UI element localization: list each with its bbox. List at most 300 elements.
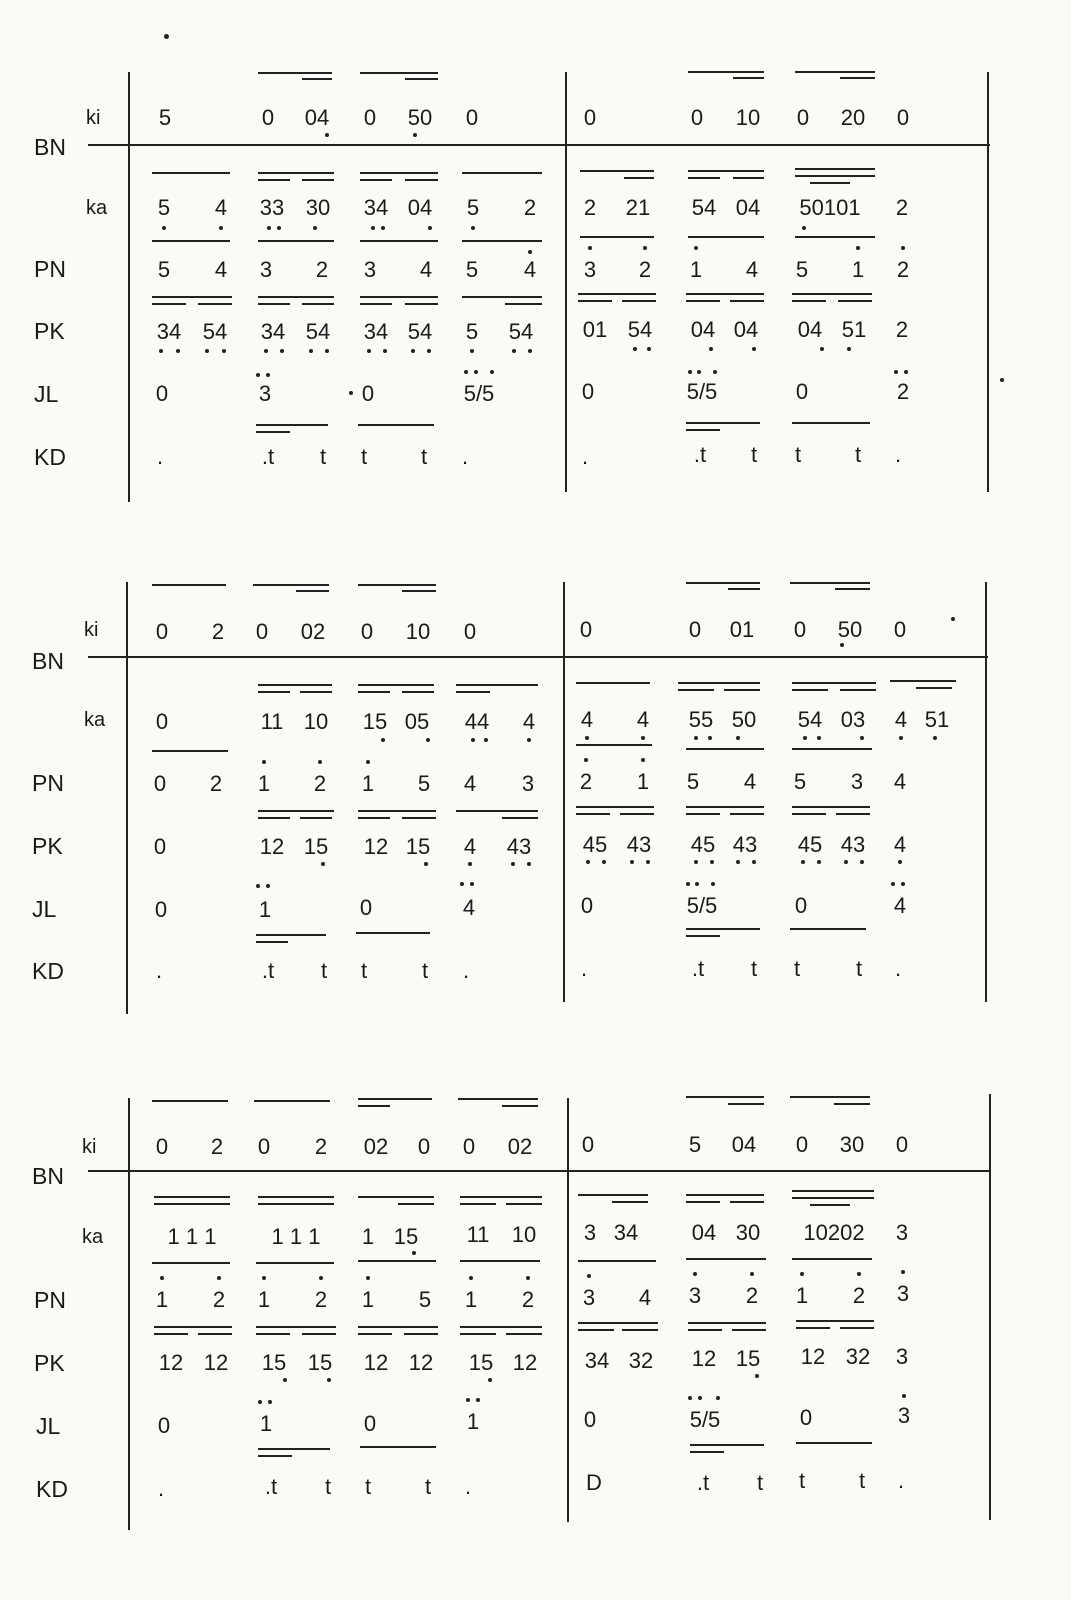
pk-note: 12 (259, 834, 285, 859)
ki-note: 5 (158, 105, 172, 130)
octave-dot (488, 1378, 492, 1382)
rhythm-beam (258, 1196, 334, 1198)
kd-label: KD (32, 958, 64, 984)
octave-dot (268, 1400, 272, 1404)
pn-note: 2 (313, 771, 327, 796)
rhythm-beam (728, 1103, 764, 1105)
jl-note: 0 (795, 379, 809, 404)
ki-note: 02 (363, 1134, 389, 1159)
rhythm-beam (256, 1262, 334, 1264)
rhythm-beam (258, 1448, 330, 1450)
ka-note: 11 (260, 709, 284, 734)
pn-note: 5 (418, 1287, 432, 1312)
pk-note: 15 (303, 834, 329, 859)
pk-note: 15 (735, 1346, 761, 1371)
kd-stroke: . (156, 444, 164, 469)
octave-dot (716, 1396, 720, 1400)
rhythm-beam (358, 1326, 438, 1328)
jl-note: 4 (462, 895, 476, 920)
pk-note: 54 (508, 319, 534, 344)
rhythm-beam (792, 1258, 872, 1260)
pn-note: 5 (795, 257, 809, 282)
octave-dot (587, 1274, 591, 1278)
pk-note: 12 (363, 834, 389, 859)
ka-note: 4 (214, 195, 228, 220)
jl-label: JL (34, 381, 59, 407)
kd-stroke: . (462, 958, 470, 983)
pk-label: PK (32, 833, 63, 859)
pk-note: 15 (405, 834, 431, 859)
ki-note: 0 (462, 1134, 476, 1159)
ki-note: 0 (417, 1134, 431, 1159)
rhythm-beam (578, 1329, 614, 1331)
ka-note: 10 (511, 1222, 537, 1247)
jl-note: 1 (259, 1411, 273, 1436)
rhythm-beam (686, 1096, 764, 1098)
pk-note: 4 (463, 834, 477, 859)
ki-note: 02 (300, 619, 326, 644)
rhythm-beam (460, 1333, 496, 1335)
jl-note: 5/5 (686, 893, 718, 918)
pk-note: 2 (895, 317, 909, 342)
jl-note: 0 (581, 379, 595, 404)
jl-note: 0 (154, 897, 168, 922)
rhythm-beam (502, 1105, 538, 1107)
ki-note: 2 (210, 1134, 224, 1159)
kd-stroke: t (858, 1468, 866, 1493)
jl-note: 0 (155, 381, 169, 406)
ka-note: 15 (393, 1224, 419, 1249)
ka-note: 15 (362, 709, 388, 734)
ka-note: 34 (613, 1220, 639, 1245)
pn-label: PN (34, 1287, 66, 1313)
pn-note: 3 (363, 257, 377, 282)
jl-note: 0 (361, 381, 375, 406)
kd-stroke: . (461, 444, 469, 469)
pk-note: 3 (895, 1344, 909, 1369)
ka-note: 3 (895, 1220, 909, 1245)
pk-note: 51 (841, 317, 867, 342)
pk-note: 45 (582, 832, 608, 857)
kd-stroke: . (581, 444, 589, 469)
ka-note: 50101 (799, 195, 861, 220)
pk-note: 12 (158, 1350, 184, 1375)
ki-note: 0 (581, 1132, 595, 1157)
ka-note: 4 (636, 707, 650, 732)
ki-note: 0 (363, 105, 377, 130)
rhythm-beam (578, 1322, 658, 1324)
octave-dot (857, 1272, 861, 1276)
kd-stroke: t (420, 444, 428, 469)
pk-note: 54 (305, 319, 331, 344)
pn-note: 5 (793, 769, 807, 794)
kd-stroke: t (798, 1468, 806, 1493)
pk-note: 15 (261, 1350, 287, 1375)
pn-note: 5 (417, 771, 431, 796)
ki-note: 0 (793, 617, 807, 642)
ki-note: 2 (314, 1134, 328, 1159)
jl-note: 0 (157, 1413, 171, 1438)
rhythm-beam (460, 1203, 496, 1205)
octave-dot (160, 1276, 164, 1280)
rhythm-beam (152, 1100, 228, 1102)
rhythm-beam (688, 1329, 722, 1331)
pk-note: 45 (690, 832, 716, 857)
ki-note: 0 (257, 1134, 271, 1159)
octave-dot (526, 1276, 530, 1280)
rhythm-beam (154, 1203, 230, 1205)
octave-dot (688, 1396, 692, 1400)
octave-dot (800, 1272, 804, 1276)
kd-stroke: . (894, 442, 902, 467)
ka-note: 54 (797, 707, 823, 732)
octave-dot (412, 1251, 416, 1255)
jl-note: 2 (896, 379, 910, 404)
kd-stroke: t (364, 1474, 372, 1499)
rhythm-beam (404, 1333, 438, 1335)
octave-dot (901, 1270, 905, 1274)
rhythm-beam (792, 1190, 874, 1192)
kd-stroke: t (320, 958, 328, 983)
ki-label: ki (86, 107, 101, 129)
kd-stroke: t (750, 442, 758, 467)
ka-note: 1 1 1 (167, 1224, 217, 1249)
ka-note: 2 (895, 195, 909, 220)
pn-note: 1 (636, 769, 650, 794)
rhythm-beam (358, 1333, 392, 1335)
pn-note: 4 (745, 257, 759, 282)
rhythm-beam (796, 1327, 830, 1329)
ki-note: 0 (261, 105, 275, 130)
pn-note: 3 (521, 771, 535, 796)
rhythm-beam (154, 1333, 188, 1335)
pn-label: PN (32, 770, 64, 796)
kd-stroke: t (360, 958, 368, 983)
pn-note: 4 (893, 769, 907, 794)
system-mid-barline (567, 1098, 569, 1522)
jl-note: 3 (258, 381, 272, 406)
jl-note: 0 (583, 1407, 597, 1432)
ki-note: 5 (688, 1132, 702, 1157)
kd-stroke: . (894, 956, 902, 981)
kd-stroke: D (586, 1470, 602, 1495)
rhythm-beam (302, 1333, 336, 1335)
pn-note: 2 (579, 769, 593, 794)
pn-note: 2 (314, 1287, 328, 1312)
kd-stroke: t (756, 1470, 764, 1495)
pn-note: 1 (361, 771, 375, 796)
rhythm-beam (790, 1096, 870, 1098)
rhythm-beam (258, 1455, 292, 1457)
pk-note: 12 (691, 1346, 717, 1371)
kd-stroke: . (157, 1476, 165, 1501)
rhythm-beam (358, 1196, 434, 1198)
ki-note: 0 (360, 619, 374, 644)
octave-dot (476, 1398, 480, 1402)
kd-label: KD (34, 444, 66, 470)
pk-note: 54 (407, 319, 433, 344)
pn-note: 1 (257, 1287, 271, 1312)
ka-note: 54 (691, 195, 717, 220)
ka-note: 11 (466, 1222, 490, 1247)
rhythm-beam (578, 1194, 648, 1196)
pk-note: 34 (156, 319, 182, 344)
kd-stroke: t (421, 958, 429, 983)
pn-note: 2 (852, 1283, 866, 1308)
ka-note: 2 (523, 195, 537, 220)
pn-note: 1 (464, 1287, 478, 1312)
ka-note: 04 (691, 1220, 717, 1245)
pk-note: 43 (732, 832, 758, 857)
ka-note: 50 (731, 707, 757, 732)
jl-note: 4 (893, 893, 907, 918)
pn-note: 4 (523, 257, 537, 282)
pk-note: 32 (628, 1348, 654, 1373)
jl-note: 0 (359, 895, 373, 920)
kd-stroke: t (854, 442, 862, 467)
octave-dot (327, 1378, 331, 1382)
pn-note: 3 (688, 1283, 702, 1308)
octave-dot (466, 1398, 470, 1402)
pk-note: 4 (893, 832, 907, 857)
pn-note: 3 (896, 1281, 910, 1306)
pn-note: 5 (465, 257, 479, 282)
rhythm-beam (258, 1203, 334, 1205)
ka-note: 33 (259, 195, 285, 220)
pk-note: 43 (840, 832, 866, 857)
rhythm-beam (730, 1201, 764, 1203)
ki-note: 04 (731, 1132, 757, 1157)
ka-note: 4 (580, 707, 594, 732)
pn-note: 3 (850, 769, 864, 794)
ka-note: 30 (305, 195, 331, 220)
pn-note: 0 (153, 771, 167, 796)
kd-stroke: t (793, 956, 801, 981)
jl-label: JL (36, 1413, 61, 1439)
pn-label: PN (34, 256, 66, 282)
ka-note: 10202 (803, 1220, 865, 1245)
pn-note: 3 (259, 257, 273, 282)
bn-divider-line (88, 1170, 990, 1172)
pk-note: 12 (800, 1344, 826, 1369)
pk-note: 04 (733, 317, 759, 342)
jl-note: 1 (466, 1409, 480, 1434)
ka-note: 1 (361, 1224, 375, 1249)
octave-dot (262, 1276, 266, 1280)
pk-note: 34 (260, 319, 286, 344)
rhythm-beam (792, 1197, 874, 1199)
rhythm-beam (256, 1333, 290, 1335)
kd-stroke: .t (264, 1474, 278, 1499)
ka-note: 34 (363, 195, 389, 220)
ka-note: 44 (464, 709, 490, 734)
rhythm-beam (358, 1260, 436, 1262)
octave-dot (319, 1276, 323, 1280)
pn-note: 2 (209, 771, 223, 796)
pk-note: 32 (845, 1344, 871, 1369)
octave-dot (217, 1276, 221, 1280)
ka-note: 4 (522, 709, 536, 734)
octave-dot (258, 1400, 262, 1404)
rhythm-beam (154, 1326, 232, 1328)
ki-note: 0 (465, 105, 479, 130)
ki-note: 0 (255, 619, 269, 644)
jl-note: 0 (799, 1405, 813, 1430)
system-right-barline (989, 1094, 991, 1520)
pn-note: 4 (214, 257, 228, 282)
jl-note: 5/5 (686, 379, 718, 404)
pn-note: 1 (795, 1283, 809, 1308)
kd-stroke: .t (696, 1470, 710, 1495)
ka-note: 5 (157, 195, 171, 220)
kd-stroke: t (855, 956, 863, 981)
octave-dot (902, 1394, 906, 1398)
pn-note: 1 (361, 1287, 375, 1312)
pk-note: 34 (363, 319, 389, 344)
rhythm-beam (840, 1327, 874, 1329)
pk-note: 01 (582, 317, 608, 342)
kd-stroke: t (794, 442, 802, 467)
kd-stroke: .t (261, 444, 275, 469)
ki-label: ki (84, 619, 99, 641)
ki-label: ki (82, 1136, 97, 1158)
pk-note: 5 (465, 319, 479, 344)
ki-note: 2 (211, 619, 225, 644)
ki-note: 0 (155, 1134, 169, 1159)
pn-note: 2 (745, 1283, 759, 1308)
pk-note: 04 (690, 317, 716, 342)
rhythm-beam (612, 1201, 648, 1203)
ki-note: 0 (896, 105, 910, 130)
jl-note: 0 (580, 893, 594, 918)
ka-note: 21 (625, 195, 651, 220)
jl-note: 1 (258, 897, 272, 922)
kd-stroke: . (464, 1474, 472, 1499)
rhythm-beam (506, 1203, 542, 1205)
kd-stroke: t (360, 444, 368, 469)
ki-note: 10 (735, 105, 761, 130)
pk-label: PK (34, 1350, 65, 1376)
rhythm-beam (686, 1201, 720, 1203)
ki-note: 0 (688, 617, 702, 642)
ki-note: 0 (155, 619, 169, 644)
bn-label: BN (32, 1163, 64, 1189)
rhythm-beam (578, 1260, 656, 1262)
kd-stroke: .t (261, 958, 275, 983)
rhythm-beam (460, 1196, 542, 1198)
pn-note: 4 (419, 257, 433, 282)
ka-note: 55 (688, 707, 714, 732)
pk-note: 12 (203, 1350, 229, 1375)
ki-note: 02 (507, 1134, 533, 1159)
jl-note: 0 (363, 1411, 377, 1436)
pn-note: 2 (521, 1287, 535, 1312)
kd-stroke: . (897, 1468, 905, 1493)
ki-note: 0 (795, 1132, 809, 1157)
pn-note: 4 (743, 769, 757, 794)
rhythm-beam (198, 1333, 232, 1335)
pn-note: 1 (257, 771, 271, 796)
ki-note: 0 (893, 617, 907, 642)
pk-note: 54 (627, 317, 653, 342)
ka-note: 04 (735, 195, 761, 220)
rhythm-beam (796, 1442, 872, 1444)
pn-note: 2 (896, 257, 910, 282)
pk-note: 34 (584, 1348, 610, 1373)
pn-note: 4 (463, 771, 477, 796)
kd-stroke: .t (691, 956, 705, 981)
pk-note: 43 (506, 834, 532, 859)
ki-note: 0 (895, 1132, 909, 1157)
kd-stroke: t (324, 1474, 332, 1499)
pk-note: 0 (153, 834, 167, 859)
pk-note: 54 (202, 319, 228, 344)
pn-note: 5 (157, 257, 171, 282)
bn-label: BN (34, 134, 66, 160)
ka-note: 30 (735, 1220, 761, 1245)
pn-note: 3 (583, 257, 597, 282)
rhythm-beam (796, 1320, 874, 1322)
rhythm-beam (732, 1329, 766, 1331)
pn-note: 4 (638, 1285, 652, 1310)
ka-note: 1 1 1 (271, 1224, 321, 1249)
ki-note: 0 (583, 105, 597, 130)
octave-dot (283, 1378, 287, 1382)
ki-note: 20 (840, 105, 866, 130)
rhythm-beam (690, 1451, 724, 1453)
octave-dot (750, 1272, 754, 1276)
ka-label: ka (86, 197, 108, 219)
rhythm-beam (688, 1322, 766, 1324)
ki-note: 0 (463, 619, 477, 644)
ka-note: 10 (303, 709, 329, 734)
pn-note: 1 (851, 257, 865, 282)
rhythm-beam (152, 1262, 230, 1264)
rhythm-beam (360, 1446, 436, 1448)
ka-note: 04 (407, 195, 433, 220)
jl-note: 3 (897, 1403, 911, 1428)
ki-note: 50 (407, 105, 433, 130)
ka-label: ka (82, 1226, 104, 1248)
rhythm-beam (622, 1329, 658, 1331)
jl-note: 5/5 (463, 381, 495, 406)
kd-stroke: . (155, 958, 163, 983)
ki-note: 10 (405, 619, 431, 644)
ka-note: 05 (404, 709, 430, 734)
ki-note: 01 (729, 617, 755, 642)
kd-stroke: .t (693, 442, 707, 467)
rhythm-beam (458, 1098, 538, 1100)
pk-note: 15 (307, 1350, 333, 1375)
octave-dot (469, 1276, 473, 1280)
rhythm-beam (810, 1204, 850, 1206)
rhythm-beam (358, 1105, 390, 1107)
ka-note: 5 (466, 195, 480, 220)
ki-note: 50 (837, 617, 863, 642)
rhythm-beam (254, 1100, 330, 1102)
pn-note: 2 (315, 257, 329, 282)
ka-note: 2 (583, 195, 597, 220)
ki-note: 30 (839, 1132, 865, 1157)
rhythm-beam (506, 1333, 542, 1335)
pn-note: 1 (689, 257, 703, 282)
octave-dot (698, 1396, 702, 1400)
ka-note: 4 (894, 707, 908, 732)
rhythm-beam (834, 1103, 870, 1105)
kd-stroke: t (750, 956, 758, 981)
rhythm-beam (686, 1258, 766, 1260)
ki-note: 0 (690, 105, 704, 130)
